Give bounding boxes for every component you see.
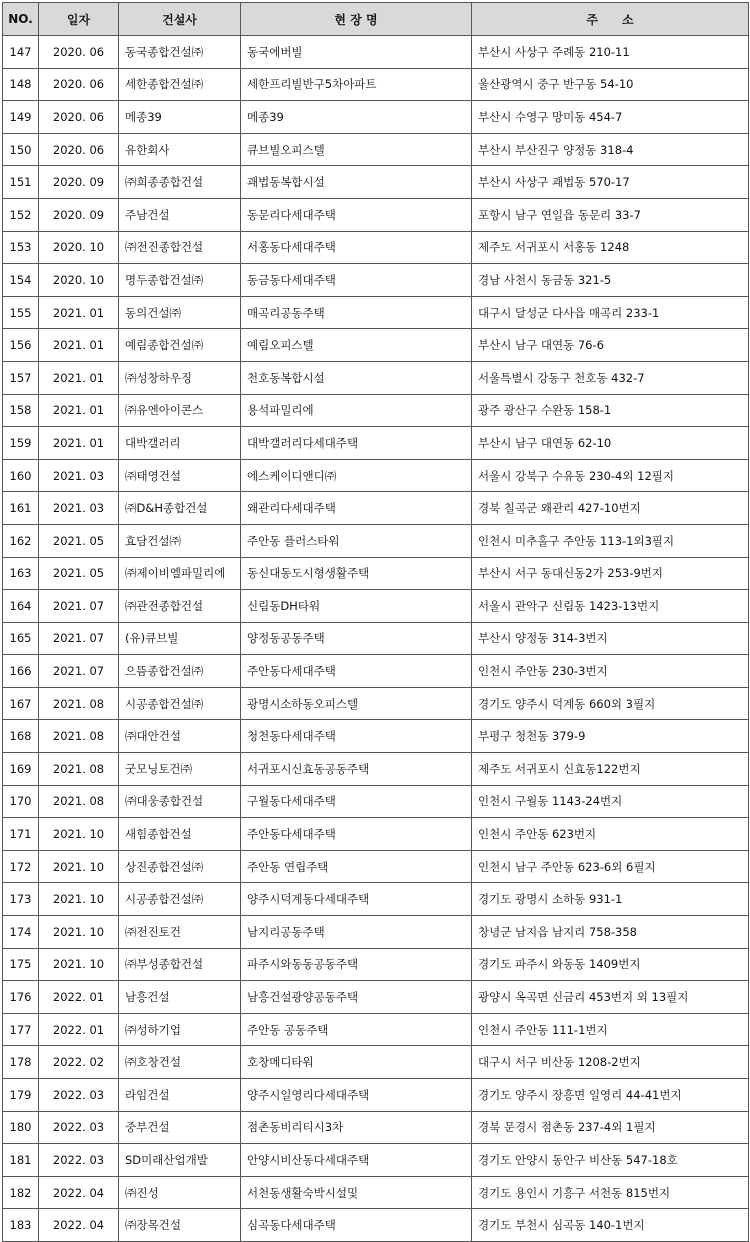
cell-no: 175 — [3, 948, 39, 981]
cell-site: 호창메디타워 — [241, 1046, 472, 1079]
construction-records-table — [2, 2, 749, 1242]
cell-site: 천호동복합시설 — [241, 361, 472, 394]
cell-company: 으뜸종합건설㈜ — [119, 655, 241, 688]
cell-no: 159 — [3, 427, 39, 460]
cell-address: 경기도 양주시 장흥면 일영리 44-41번지 — [472, 1079, 749, 1112]
cell-site: 용석파밀리에 — [241, 394, 472, 427]
cell-site: 주안동 연립주택 — [241, 850, 472, 883]
cell-company: 굿모닝토건㈜ — [119, 753, 241, 786]
cell-company: ㈜희종종합건설 — [119, 166, 241, 199]
cell-address: 서울특별시 강동구 천호동 432-7 — [472, 361, 749, 394]
cell-company: ㈜전진종합건설 — [119, 231, 241, 264]
table-row — [3, 557, 749, 590]
cell-address: 광양시 옥곡면 신금리 453번지 외 13필지 — [472, 981, 749, 1014]
cell-address: 경남 사천시 동금동 321-5 — [472, 264, 749, 297]
cell-address: 인천시 주안동 111-1번지 — [472, 1013, 749, 1046]
cell-no: 150 — [3, 133, 39, 166]
cell-address: 대구시 서구 비산동 1208-2번지 — [472, 1046, 749, 1079]
cell-address: 부평구 청천동 379-9 — [472, 720, 749, 753]
cell-date: 2020. 06 — [39, 101, 119, 134]
cell-no: 162 — [3, 524, 39, 557]
cell-address: 제주도 서귀포시 서홍동 1248 — [472, 231, 749, 264]
cell-no: 169 — [3, 753, 39, 786]
cell-date: 2021. 10 — [39, 818, 119, 851]
cell-address: 인천시 주안동 623번지 — [472, 818, 749, 851]
cell-date: 2021. 07 — [39, 622, 119, 655]
cell-date: 2021. 10 — [39, 850, 119, 883]
cell-site: 서천동생활숙박시설및 — [241, 1176, 472, 1209]
cell-no: 155 — [3, 296, 39, 329]
cell-no: 167 — [3, 687, 39, 720]
cell-address: 포항시 남구 연일읍 동문리 33-7 — [472, 198, 749, 231]
table-row — [3, 916, 749, 949]
cell-date: 2022. 03 — [39, 1144, 119, 1177]
cell-address: 경기도 용인시 기흥구 서천동 815번지 — [472, 1176, 749, 1209]
cell-address: 경기도 양주시 덕계동 660외 3필지 — [472, 687, 749, 720]
cell-company: ㈜유엔아이콘스 — [119, 394, 241, 427]
cell-no: 170 — [3, 785, 39, 818]
cell-no: 151 — [3, 166, 39, 199]
cell-no: 178 — [3, 1046, 39, 1079]
table-row — [3, 264, 749, 297]
cell-no: 168 — [3, 720, 39, 753]
cell-date: 2021. 01 — [39, 394, 119, 427]
cell-site: 예림오피스텔 — [241, 329, 472, 362]
table-row — [3, 1144, 749, 1177]
cell-site: 광명시소하동오피스텔 — [241, 687, 472, 720]
cell-company: SD미래산업개발 — [119, 1144, 241, 1177]
cell-address: 부산시 사상구 괘법동 570-17 — [472, 166, 749, 199]
cell-address: 부산시 남구 대연동 76-6 — [472, 329, 749, 362]
cell-company: ㈜D&H종합건설 — [119, 492, 241, 525]
cell-site: 주안동 공동주택 — [241, 1013, 472, 1046]
cell-address: 경기도 부천시 심곡동 140-1번지 — [472, 1209, 749, 1242]
cell-no: 177 — [3, 1013, 39, 1046]
cell-date: 2020. 06 — [39, 36, 119, 69]
table-header-row — [3, 3, 749, 36]
table-row — [3, 492, 749, 525]
cell-site: 왜관리다세대주택 — [241, 492, 472, 525]
cell-address: 서울시 관악구 신림동 1423-13번지 — [472, 590, 749, 623]
table-row — [3, 1079, 749, 1112]
cell-address: 부산시 사상구 주례동 210-11 — [472, 36, 749, 69]
cell-company: ㈜성창하우징 — [119, 361, 241, 394]
cell-site: 동문리다세대주택 — [241, 198, 472, 231]
table-row — [3, 198, 749, 231]
header-site: 현 장 명 — [241, 3, 472, 36]
cell-date: 2022. 01 — [39, 981, 119, 1014]
cell-site: 양주시일영리다세대주택 — [241, 1079, 472, 1112]
cell-address: 부산시 남구 대연동 62-10 — [472, 427, 749, 460]
cell-address: 부산시 부산진구 양정동 318-4 — [472, 133, 749, 166]
table-row — [3, 68, 749, 101]
cell-address: 경북 칠곡군 왜관리 427-10번지 — [472, 492, 749, 525]
cell-company: (유)큐브빌 — [119, 622, 241, 655]
cell-company: 동의건설㈜ — [119, 296, 241, 329]
cell-company: ㈜관전종합건설 — [119, 590, 241, 623]
table-row — [3, 394, 749, 427]
table-row — [3, 133, 749, 166]
cell-site: 대박갤러리다세대주택 — [241, 427, 472, 460]
cell-date: 2022. 01 — [39, 1013, 119, 1046]
cell-site: 양주시덕계동다세대주택 — [241, 883, 472, 916]
cell-site: 동국에버빌 — [241, 36, 472, 69]
cell-company: 새힘종합건설 — [119, 818, 241, 851]
cell-site: 파주시와동동공동주택 — [241, 948, 472, 981]
cell-no: 154 — [3, 264, 39, 297]
cell-company: 라임건설 — [119, 1079, 241, 1112]
cell-no: 157 — [3, 361, 39, 394]
cell-date: 2020. 10 — [39, 264, 119, 297]
cell-no: 164 — [3, 590, 39, 623]
cell-company: ㈜대안건설 — [119, 720, 241, 753]
cell-site: 매곡리공동주택 — [241, 296, 472, 329]
table-row — [3, 687, 749, 720]
cell-address: 서울시 강북구 수유동 230-4외 12필지 — [472, 459, 749, 492]
table-row — [3, 981, 749, 1014]
cell-site: 큐브빌오피스텔 — [241, 133, 472, 166]
cell-address: 경기도 파주시 와동동 1409번지 — [472, 948, 749, 981]
cell-company: 명두종합건설㈜ — [119, 264, 241, 297]
cell-date: 2021. 07 — [39, 655, 119, 688]
table-body — [3, 36, 749, 1242]
table-row — [3, 785, 749, 818]
cell-no: 173 — [3, 883, 39, 916]
cell-date: 2020. 10 — [39, 231, 119, 264]
table-row — [3, 36, 749, 69]
table-row — [3, 1111, 749, 1144]
cell-date: 2021. 10 — [39, 916, 119, 949]
cell-company: 유한회사 — [119, 133, 241, 166]
cell-site: 청천동다세대주택 — [241, 720, 472, 753]
cell-site: 주안동다세대주택 — [241, 655, 472, 688]
table-row — [3, 296, 749, 329]
cell-address: 인천시 주안동 230-3번지 — [472, 655, 749, 688]
cell-no: 163 — [3, 557, 39, 590]
cell-date: 2021. 05 — [39, 524, 119, 557]
table-row — [3, 459, 749, 492]
table-row — [3, 101, 749, 134]
cell-company: 중부건설 — [119, 1111, 241, 1144]
cell-no: 156 — [3, 329, 39, 362]
table-row — [3, 1013, 749, 1046]
cell-address: 대구시 달성군 다사읍 매곡리 233-1 — [472, 296, 749, 329]
cell-site: 남흥건설광양공동주택 — [241, 981, 472, 1014]
cell-company: 메종39 — [119, 101, 241, 134]
table-row — [3, 655, 749, 688]
cell-site: 메종39 — [241, 101, 472, 134]
cell-site: 에스케이디앤디㈜ — [241, 459, 472, 492]
cell-company: 남흥건설 — [119, 981, 241, 1014]
cell-no: 174 — [3, 916, 39, 949]
table-row — [3, 166, 749, 199]
table-row — [3, 753, 749, 786]
cell-date: 2022. 03 — [39, 1111, 119, 1144]
header-no: NO. — [3, 3, 39, 36]
cell-date: 2022. 02 — [39, 1046, 119, 1079]
cell-company: 효담건설㈜ — [119, 524, 241, 557]
table-row — [3, 818, 749, 851]
cell-date: 2021. 07 — [39, 590, 119, 623]
cell-address: 창녕군 남지읍 남지리 758-358 — [472, 916, 749, 949]
cell-date: 2020. 09 — [39, 166, 119, 199]
cell-no: 183 — [3, 1209, 39, 1242]
cell-date: 2021. 01 — [39, 361, 119, 394]
cell-company: ㈜태영건설 — [119, 459, 241, 492]
cell-company: ㈜전진토건 — [119, 916, 241, 949]
table-row — [3, 1046, 749, 1079]
cell-no: 148 — [3, 68, 39, 101]
cell-date: 2021. 08 — [39, 720, 119, 753]
cell-date: 2020. 06 — [39, 68, 119, 101]
cell-company: ㈜성하기업 — [119, 1013, 241, 1046]
cell-no: 171 — [3, 818, 39, 851]
cell-address: 인천시 구월동 1143-24번지 — [472, 785, 749, 818]
cell-address: 제주도 서귀포시 신효동122번지 — [472, 753, 749, 786]
cell-no: 180 — [3, 1111, 39, 1144]
cell-no: 152 — [3, 198, 39, 231]
cell-site: 주안동다세대주택 — [241, 818, 472, 851]
cell-company: 세한종합건설㈜ — [119, 68, 241, 101]
cell-company: ㈜장목건설 — [119, 1209, 241, 1242]
cell-site: 심곡동다세대주택 — [241, 1209, 472, 1242]
cell-site: 점촌동비리티시3차 — [241, 1111, 472, 1144]
cell-site: 구월동다세대주택 — [241, 785, 472, 818]
cell-company: 주남건설 — [119, 198, 241, 231]
cell-no: 181 — [3, 1144, 39, 1177]
cell-company: ㈜부성종합건설 — [119, 948, 241, 981]
cell-no: 172 — [3, 850, 39, 883]
cell-company: ㈜진성 — [119, 1176, 241, 1209]
cell-date: 2021. 03 — [39, 459, 119, 492]
cell-no: 161 — [3, 492, 39, 525]
cell-company: 동국종합건설㈜ — [119, 36, 241, 69]
cell-company: 시공종합건설㈜ — [119, 883, 241, 916]
cell-date: 2022. 04 — [39, 1176, 119, 1209]
cell-company: 시공종합건설㈜ — [119, 687, 241, 720]
cell-date: 2022. 04 — [39, 1209, 119, 1242]
cell-company: 예림종합건설㈜ — [119, 329, 241, 362]
cell-site: 신림동DH타워 — [241, 590, 472, 623]
cell-company: ㈜호창건설 — [119, 1046, 241, 1079]
table-row — [3, 231, 749, 264]
cell-site: 안양시비산동다세대주택 — [241, 1144, 472, 1177]
cell-date: 2021. 08 — [39, 785, 119, 818]
cell-no: 160 — [3, 459, 39, 492]
cell-address: 광주 광산구 수완동 158-1 — [472, 394, 749, 427]
cell-date: 2020. 06 — [39, 133, 119, 166]
cell-site: 세한프리빌반구5차아파트 — [241, 68, 472, 101]
cell-no: 182 — [3, 1176, 39, 1209]
cell-no: 179 — [3, 1079, 39, 1112]
cell-address: 울산광역시 중구 반구동 54-10 — [472, 68, 749, 101]
cell-no: 165 — [3, 622, 39, 655]
cell-date: 2021. 10 — [39, 948, 119, 981]
cell-address: 부산시 수영구 망미동 454-7 — [472, 101, 749, 134]
cell-site: 서귀포시신효동공동주택 — [241, 753, 472, 786]
cell-date: 2021. 08 — [39, 687, 119, 720]
cell-address: 경기도 광명시 소하동 931-1 — [472, 883, 749, 916]
cell-site: 괘법동복합시설 — [241, 166, 472, 199]
table-row — [3, 948, 749, 981]
cell-no: 147 — [3, 36, 39, 69]
table-row — [3, 361, 749, 394]
cell-date: 2020. 09 — [39, 198, 119, 231]
table-row — [3, 1209, 749, 1242]
cell-address: 인천시 남구 주안동 623-6외 6필지 — [472, 850, 749, 883]
table-row — [3, 427, 749, 460]
cell-date: 2022. 03 — [39, 1079, 119, 1112]
cell-no: 149 — [3, 101, 39, 134]
cell-address: 부산시 양정동 314-3번지 — [472, 622, 749, 655]
cell-address: 경북 문경시 점촌동 237-4외 1필지 — [472, 1111, 749, 1144]
header-address: 주 소 — [472, 3, 749, 36]
header-company: 건설사 — [119, 3, 241, 36]
cell-date: 2021. 08 — [39, 753, 119, 786]
table-row — [3, 590, 749, 623]
cell-site: 주안동 플러스타워 — [241, 524, 472, 557]
cell-no: 153 — [3, 231, 39, 264]
cell-no: 176 — [3, 981, 39, 1014]
cell-no: 158 — [3, 394, 39, 427]
cell-address: 부산시 서구 동대신동2가 253-9번지 — [472, 557, 749, 590]
cell-company: ㈜제이비엘파밀리에 — [119, 557, 241, 590]
cell-date: 2021. 01 — [39, 296, 119, 329]
cell-no: 166 — [3, 655, 39, 688]
cell-site: 동금동다세대주택 — [241, 264, 472, 297]
cell-company: ㈜대웅종합건설 — [119, 785, 241, 818]
cell-company: 대박갤러리 — [119, 427, 241, 460]
cell-date: 2021. 01 — [39, 329, 119, 362]
table-row — [3, 329, 749, 362]
table-row — [3, 524, 749, 557]
table-row — [3, 883, 749, 916]
cell-company: 상진종합건설㈜ — [119, 850, 241, 883]
cell-date: 2021. 01 — [39, 427, 119, 460]
cell-date: 2021. 10 — [39, 883, 119, 916]
cell-site: 서홍동다세대주택 — [241, 231, 472, 264]
table-row — [3, 850, 749, 883]
cell-date: 2021. 05 — [39, 557, 119, 590]
cell-site: 동신대동도시형생활주택 — [241, 557, 472, 590]
cell-site: 양정동공동주택 — [241, 622, 472, 655]
cell-address: 경기도 안양시 동안구 비산동 547-18호 — [472, 1144, 749, 1177]
table-row — [3, 720, 749, 753]
cell-date: 2021. 03 — [39, 492, 119, 525]
cell-site: 남지리공동주택 — [241, 916, 472, 949]
cell-address: 인천시 미추홀구 주안동 113-1외3필지 — [472, 524, 749, 557]
table-row — [3, 1176, 749, 1209]
header-date: 일자 — [39, 3, 119, 36]
table-row — [3, 622, 749, 655]
